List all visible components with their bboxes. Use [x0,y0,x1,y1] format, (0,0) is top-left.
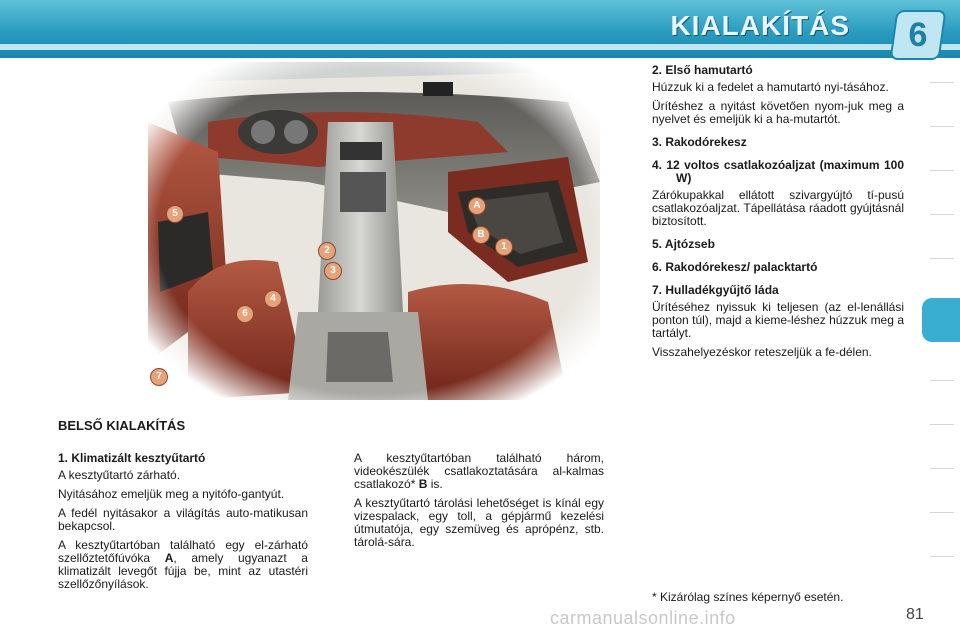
item-1-paragraph: A kesztyűtartó tárolási lehetőséget is kínál egy vizespalack, egy toll, a gépjármű kezelési útmutatója, egy szemüveg és aprópénz, stb. tárolá-sára. [354,496,604,549]
side-tab-divider [930,170,954,171]
column-middle [354,452,604,555]
side-tab-divider [930,556,954,557]
callout-marker-5: 5 [166,205,184,223]
text-run: A kesztyűtartóban található egy el-zárható szellőztetőfúvóka [58,538,308,565]
chapter-header-bar [0,0,960,58]
item-1-paragraph: Nyitásához emeljük meg a nyitófo-gantyút. [58,487,285,501]
side-tab-divider [930,424,954,425]
callout-marker-b: B [472,226,490,244]
column-right [652,64,904,365]
callout-marker-7: 7 [150,368,168,386]
chapter-title: KIALAKÍTÁS [670,10,850,41]
side-tab-divider [930,126,954,127]
side-tab-divider [930,214,954,215]
chapter-number: 6 [908,16,928,54]
side-tab-divider [930,512,954,513]
callout-marker-6: 6 [236,305,254,323]
item-7-paragraph: Ürítéséhez nyissuk ki teljesen (az el-lenállási ponton túl), majd a kieme-léshez húzzuk meg a tartályt. [652,300,904,340]
item-4-heading: 4. 12 voltos csatlakozóaljzat (maximum 100 W) [652,158,904,185]
footnote: * Kizárólag színes képernyő esetén. [652,590,844,604]
item-2-heading: 2. Első hamutartó [652,63,753,77]
label-a: A [164,551,174,565]
item-7-paragraph: Visszahelyezéskor reteszeljük a fe-délen. [652,345,872,359]
item-1-heading: 1. Klimatizált kesztyűtartó [58,451,206,465]
header-stripe [0,44,960,50]
column-left [58,452,308,597]
item-5-heading: 5. Ajtózseb [652,237,715,251]
item-7-heading: 7. Hulladékgyűjtő láda [652,283,779,297]
text-run: , amely ugyanazt a klimatizált levegőt fújja be, mint az utastéri szellőzőnyílások. [58,551,308,591]
interior-drawing [148,62,600,400]
item-2-paragraph: Ürítéshez a nyitást követően nyom-juk meg a nyelvet és emeljük ki a ha-mutartót. [652,99,904,126]
side-tab-divider [930,258,954,259]
text-run: A kesztyűtartóban található három, videokészülék csatlakoztatására al-kalmas csatlakozó* [354,451,604,491]
callout-marker-3: 3 [324,262,342,280]
text-run: is. [427,477,443,491]
item-4-paragraph: Zárókupakkal ellátott szivargyújtó tí-pusú csatlakozóaljzat. Tápellátása ráadott gyújtásnál biztosított. [652,188,904,228]
callout-marker-2: 2 [318,242,336,260]
watermark: carmanualsonline.info [550,608,736,628]
callout-marker-1: 1 [495,238,513,256]
page-number: 81 [906,606,924,623]
callout-marker-4: 4 [264,290,282,308]
side-tab-divider [930,82,954,83]
chapter-number-badge [889,10,946,60]
item-1-paragraph: A kesztyűtartó zárható. [58,468,181,482]
callout-marker-a: A [468,197,486,215]
item-1-paragraph [354,452,604,491]
active-chapter-tab[interactable] [922,298,960,342]
side-tab-divider [930,380,954,381]
item-2-paragraph: Húzzuk ki a fedelet a hamutartó nyi-tásához. [652,80,889,94]
car-interior-illustration [148,62,600,400]
item-1-paragraph: A fedél nyitásakor a világítás auto-matikusan bekapcsol. [58,506,308,533]
item-3-heading: 3. Rakodórekesz [652,135,747,149]
side-tab-divider [930,468,954,469]
item-6-heading: 6. Rakodórekesz/ palacktartó [652,260,818,274]
item-1-paragraph [58,539,308,591]
section-title: BELSŐ KIALAKÍTÁS [58,418,186,433]
label-b: B [418,477,428,491]
